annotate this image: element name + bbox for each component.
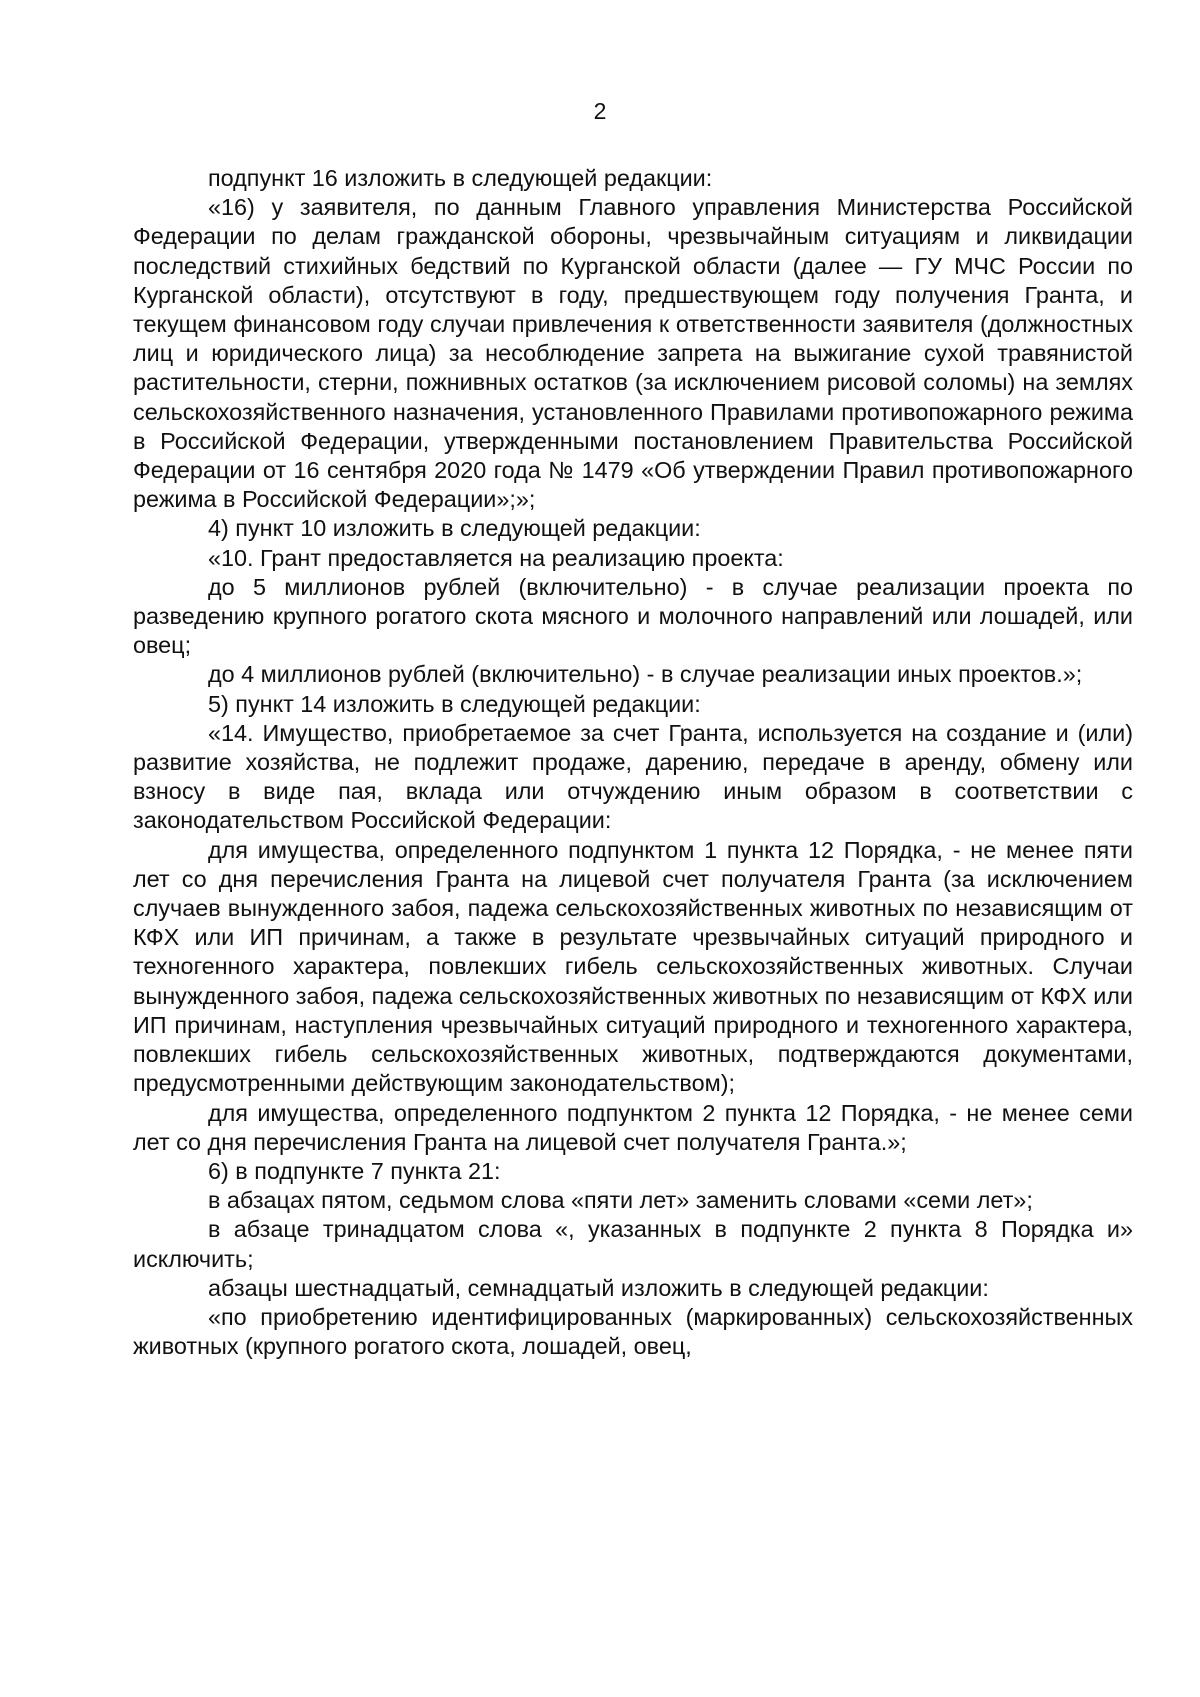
paragraph: до 5 миллионов рублей (включительно) - в случае реализации проекта по разведению крупного рогатого скота мясного и молочного направлений или лошадей, или овец; xyxy=(133,573,1133,659)
page-number: 2 xyxy=(593,98,607,124)
paragraph: «14. Имущество, приобретаемое за счет Гранта, используется на создание и (или) развитие хозяйства, не подлежит продаже, дарению, передаче в аренду, обмену или взносу в виде пая, вклада или отчуждению иным образом в соответствии с законодательством Российской Федерации: xyxy=(133,719,1133,834)
paragraph: абзацы шестнадцатый, семнадцатый изложить в следующей редакции: xyxy=(208,1274,989,1301)
paragraph: для имущества, определенного подпунктом 1 пункта 12 Порядка, - не менее пяти лет со дня перечисления Гранта на лицевой счет получателя Гранта (за исключением случаев вынужденного забоя, падежа сельскохозяйственных животных по независящим от КФХ или ИП причинам, а также в результате чрезвычайных ситуаций природного и техногенного характера, повлекших гибель сельскохозяйственных животных. Случаи вынужденного забоя, падежа сельскохозяйственных животных по независящим от КФХ или ИП причинам, наступления чрезвычайных ситуаций природного и техногенного характера, повлекших гибель сельскохозяйственных животных, подтверждаются документами, предусмотренными действующим законодательством); xyxy=(133,836,1133,1097)
paragraph: «16) у заявителя, по данным Главного управления Министерства Российской Федерации по делам гражданской обороны, чрезвычайным ситуациям и ликвидации последствий стихийных бедствий по Курганской области (далее — ГУ МЧС России по Курганской области), отсутствуют в году, предшествующем году получения Гранта, и текущем финансовом году случаи привлечения к ответственности заявителя (должностных лиц и юридического лица) за несоблюдение запрета на выжигание сухой травянистой растительности, стерни, пожнивных остатков (за исключением рисовой соломы) на землях сельскохозяйственного назначения, установленного Правилами противопожарного режима в Российской Федерации, утвержденными постановлением Правительства Российской Федерации от 16 сентября 2020 года № 1479 «Об утверждении Правил противопожарного режима в Российской Федерации»;»; xyxy=(133,194,1133,513)
paragraph: «10. Грант предоставляется на реализацию проекта: xyxy=(208,544,784,571)
paragraph: «по приобретению идентифицированных (маркированных) сельскохозяйственных животных (крупного рогатого скота, лошадей, овец, xyxy=(133,1303,1133,1360)
paragraph: 4) пункт 10 изложить в следующей редакции: xyxy=(208,515,701,542)
paragraph: до 4 миллионов рублей (включительно) - в случае реализации иных проектов.»; xyxy=(208,661,1083,688)
paragraph: 5) пункт 14 изложить в следующей редакции: xyxy=(208,690,701,717)
paragraph: для имущества, определенного подпунктом 2 пункта 12 Порядка, - не менее семи лет со дня перечисления Гранта на лицевой счет получателя Гранта.»; xyxy=(133,1099,1133,1155)
paragraph: в абзацах пятом, седьмом слова «пяти лет» заменить словами «семи лет»; xyxy=(208,1187,1033,1214)
paragraph: 6) в подпункте 7 пункта 21: xyxy=(208,1157,501,1184)
document-body xyxy=(133,164,1133,1361)
paragraph: подпункт 16 изложить в следующей редакции: xyxy=(208,165,713,191)
paragraph: в абзаце тринадцатом слова «, указанных в подпункте 2 пункта 8 Порядка и» исключить; xyxy=(133,1216,1133,1272)
